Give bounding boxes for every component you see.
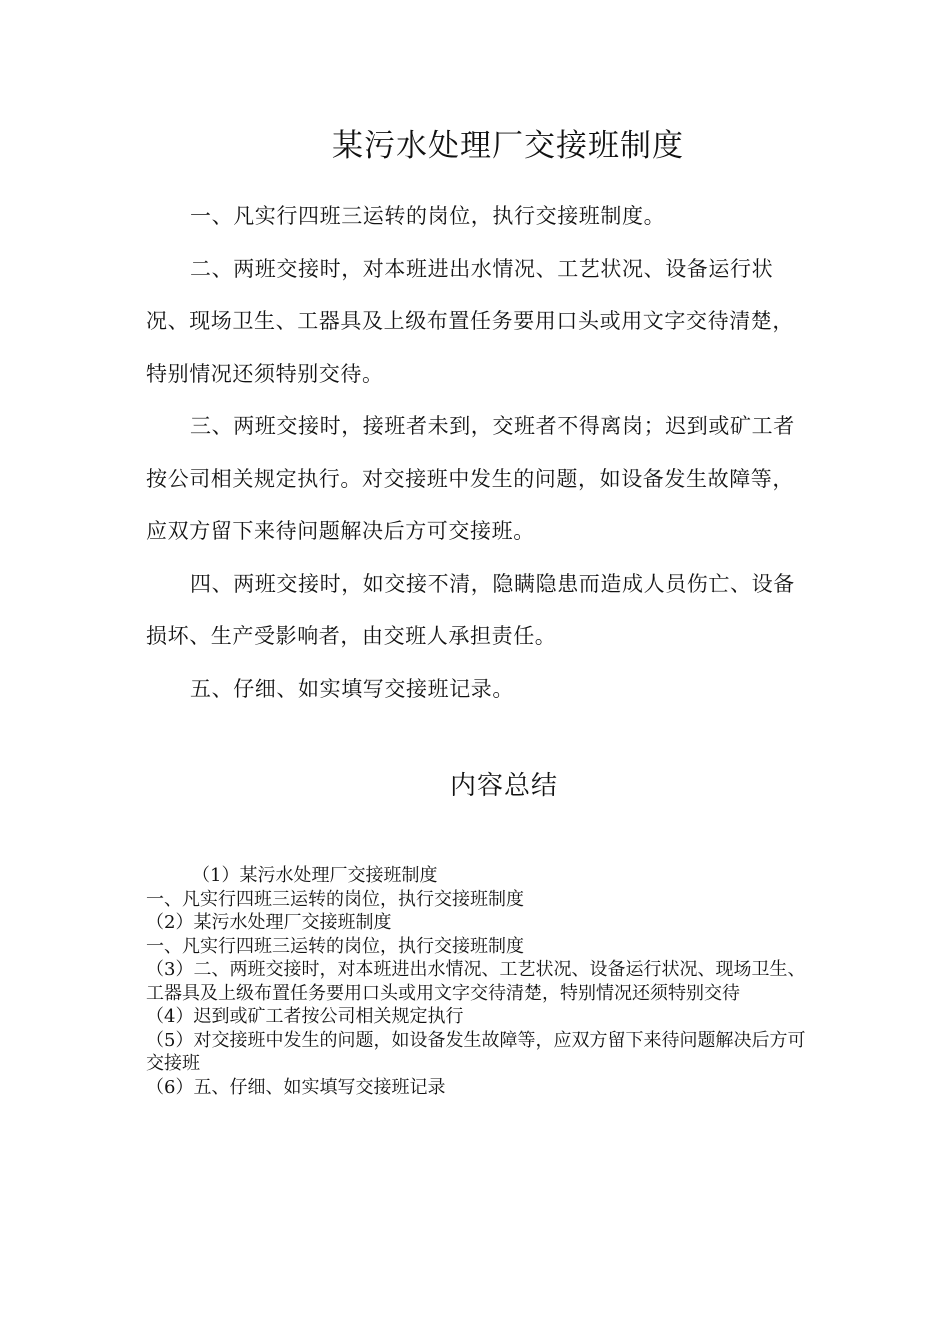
paragraph-5: 五、仔细、如实填写交接班记录。 [190, 676, 514, 701]
summary-line-3: （2）某污水处理厂交接班制度 [146, 912, 392, 933]
summary-line-7: （5）对交接班中发生的问题，如设备发生故障等，应双方留下来待问题解决后方可交接班 [146, 1029, 806, 1074]
paragraph-4: 四、两班交接时，如交接不清，隐瞒隐患而造成人员伤亡、设备损坏、生产受影响者，由交班人承担责任。 [146, 571, 795, 648]
summary-title: 内容总结 [449, 771, 558, 801]
document-body [146, 190, 806, 715]
summary-line-1: （1）某污水处理厂交接班制度 [192, 865, 438, 886]
summary-list [146, 864, 806, 1099]
paragraph-3: 三、两班交接时，接班者未到，交班者不得离岗；迟到或矿工者按公司相关规定执行。对交接班中发生的问题，如设备发生故障等，应双方留下来待问题解决后方可交接班。 [146, 414, 795, 543]
summary-line-8: （6）五、仔细、如实填写交接班记录 [146, 1076, 446, 1098]
summary-line-5: （3）二、两班交接时，对本班进出水情况、工艺状况、设备运行状况、现场卫生、工器具及上级布置任务要用口头或用文字交待清楚，特别情况还须特别交待 [146, 959, 806, 1004]
summary-line-4: 一、凡实行四班三运转的岗位，执行交接班制度 [146, 935, 524, 957]
paragraph-2: 二、两班交接时，对本班进出水情况、工艺状况、设备运行状况、现场卫生、工器具及上级布置任务要用口头或用文字交待清楚，特别情况还须特别交待。 [146, 256, 794, 386]
paragraph-1: 一、凡实行四班三运转的岗位，执行交接班制度。 [190, 204, 666, 228]
document-title: 某污水处理厂交接班制度 [332, 128, 684, 164]
summary-line-2: 一、凡实行四班三运转的岗位，执行交接班制度 [146, 888, 524, 910]
summary-line-6: （4）迟到或矿工者按公司相关规定执行 [146, 1006, 464, 1027]
